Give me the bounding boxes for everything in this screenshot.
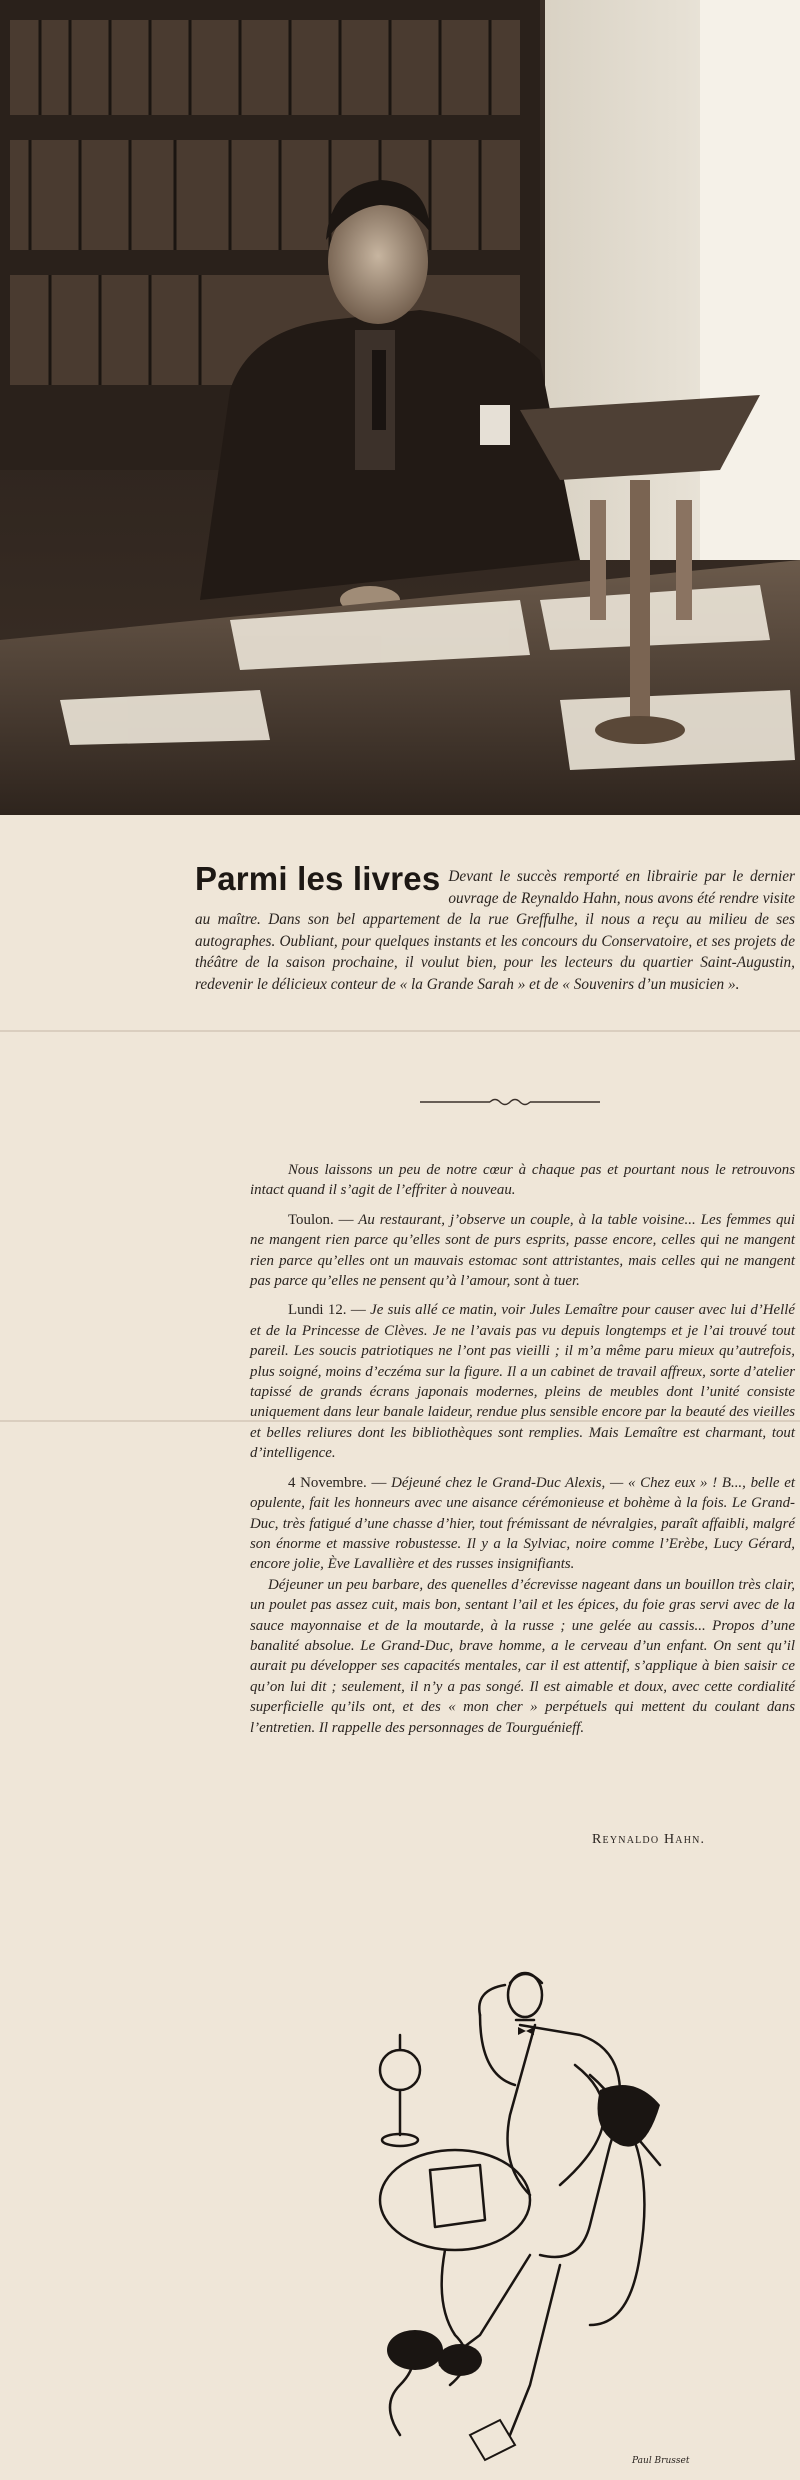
entry-text: Au restaurant, j’observe un couple, à la table voisine... Les femmes qui ne mangent rien parce qu’elles sont de purs esprits, passe encore, celles qui ne mangent rien parce qu’elles ont un mauvais estomac sont attristantes, mais celles qui ne mangent pas parce qu’elles ne pensent qu’à l’amour, sont à tuer. <box>250 1211 796 1290</box>
entry-date: 4 Novembre. — <box>288 1474 387 1491</box>
table-top <box>380 2150 530 2250</box>
entry-text: Je suis allé ce matin, voir Jules Lemaître pour causer avec lui d’Hellé et de la Princesse de Clèves. Je ne l’avais pas vu depuis longtemps et je l’ai trouvé tout pareil. Les soucis patriotiques ne l’ont pas vieilli ; il m’a même paru mieux qu’autrefois, plus soigné, moins d’eczéma sur la figure. Il a un cabinet de travail affreux, sorte d’atelier tapissé de grands écrans japonais modernes, pleins de meubles dont l’unité consiste uniquement dans leur banale laideur, rendue plus sensible encore par la beauté des vieilles et belles reliures dont les bibliothèques sont remplies. Mais Lemaître est charmant, tout d’intelligence. <box>250 1302 795 1462</box>
entry-lundi <box>250 1300 795 1463</box>
portrait-photo-image <box>0 0 800 815</box>
entry-date: Lundi 12. — <box>288 1302 366 1319</box>
entry-text: Déjeuné chez le Grand-Duc Alexis, — « Chez eux » ! B..., belle et opulente, fait les honneurs avec une aisance cérémonieuse et bohème à la fois. Le Grand-Duc, très fatigué d’une chasse d’hier, tout frémissant de névralgies, paraît affaibli, malgré son énorme et massive robustesse. Il y a la Sylviac, noire comme l’Erèbe, Lucy Gérard, encore jolie, Ève Lavallière et des russes insignifiants. <box>250 1474 795 1573</box>
entry-date: Toulon. — <box>288 1211 354 1228</box>
artist-signature: Paul Brusset <box>632 2456 690 2466</box>
lamp-globe <box>380 2050 420 2090</box>
page-title: Parmi les livres <box>195 860 441 897</box>
entry-novembre <box>250 1473 795 1575</box>
author-signature: Reynaldo Hahn. <box>592 1832 706 1847</box>
portrait-photograph <box>0 0 800 815</box>
entry-dejeuner: Déjeuner un peu barbare, des quenelles d’écrevisse nageant dans un bouillon très clair, un poulet pas assez cuit, mais bon, sentant l’ail et les épices, du foie gras servi avec de la sauce mayonnaise et de la moutarde, à la russe ; une gelée au cassis... Propos d’une banalité absolue. Le Grand-Duc, brave homme, a le cerveau d’un enfant. On sent qu’il aurait pu développer ses capacités mentales, car il est attentif, s’applique à bien saisir ce qu’on lui dit ; seulement, il n’y a pas songé. Il est aimable et doux, avec cette cordialité superficielle qu’ils ont, et des « mon cher » perpétuels qui mettent du coulant dans l’entretien. Il rappelle des personnages de Tourguénieff. <box>250 1576 795 1736</box>
ornamental-divider <box>420 1097 600 1107</box>
intro-paragraph: Devant le succès remporté en librairie par le dernier ouvrage de Reynaldo Hahn, nous avons été rendre visite au maître. Dans son bel appartement de la rue Greffulhe, il nous a reçu au milieu de ses autographes. Oubliant, pour quelques instants et les concours du Conservatoire, et ses projets de théâtre de la saison prochaine, il voulut bien, pour les lecteurs du quartier Saint-Augustin, redevenir le délicieux conteur de « la Grande Sarah » et de « Souvenirs d’un musicien ». <box>195 868 795 993</box>
article-body <box>250 1160 795 1738</box>
caricature-illustration <box>360 1965 700 2475</box>
paper-fold-line <box>0 1030 800 1032</box>
heading-block <box>195 862 795 996</box>
entry-toulon <box>250 1210 795 1292</box>
epigraph: Nous laissons un peu de notre cœur à chaque pas et pourtant nous le retrouvons intact quand il s’agit de l’effriter à nouveau. <box>250 1162 795 1199</box>
